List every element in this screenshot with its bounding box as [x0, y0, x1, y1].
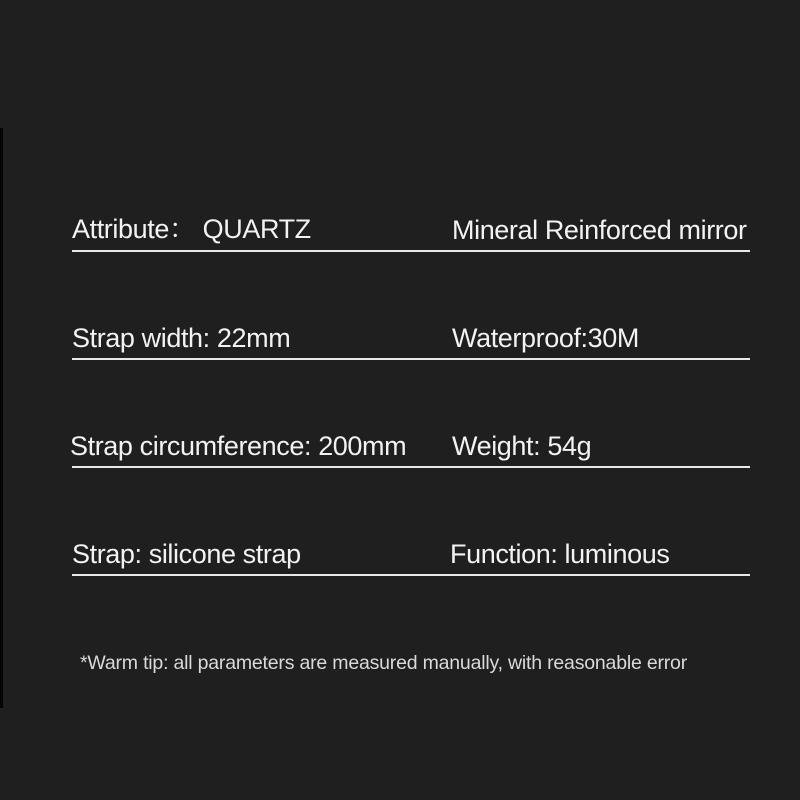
- spec-row-attribute: [72, 210, 752, 250]
- spec-row-strap: [72, 534, 752, 574]
- spec-attribute: Attribute： QUARTZ: [72, 214, 311, 244]
- spec-function: Function: luminous: [450, 539, 670, 569]
- spec-row-circumference: [72, 426, 752, 466]
- spec-weight: Weight: 54g: [452, 431, 592, 461]
- spec-strap-width: Strap width: 22mm: [72, 323, 291, 353]
- spec-row-strap-width: [72, 318, 752, 358]
- spec-strap: Strap: silicone strap: [72, 539, 301, 569]
- row-divider: [72, 358, 750, 360]
- spec-mirror: Mineral Reinforced mirror: [452, 215, 747, 245]
- warm-tip-note: *Warm tip: all parameters are measured manually, with reasonable error: [80, 652, 688, 674]
- left-edge-border: [0, 128, 3, 708]
- row-divider: [72, 466, 750, 468]
- row-divider: [72, 574, 750, 576]
- spec-waterproof: Waterproof:30M: [452, 323, 639, 353]
- row-divider: [72, 250, 750, 252]
- spec-strap-circumference: Strap circumference: 200mm: [70, 431, 407, 461]
